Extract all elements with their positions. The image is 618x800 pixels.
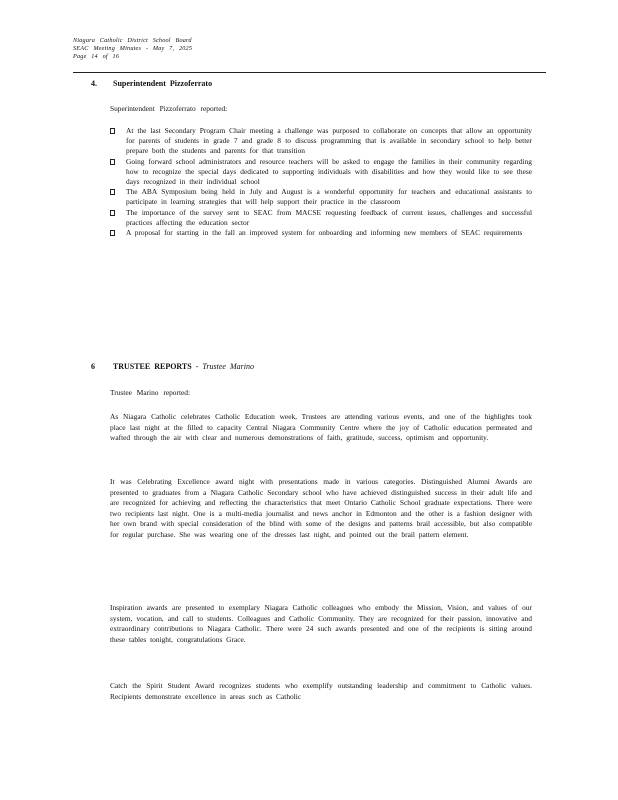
bullet-item [110, 228, 532, 238]
checkbox-bullet-icon [110, 230, 115, 236]
bullet-text: The importance of the survey sent to SEAC from MACSE requesting feedback of current issues, challenges and successful practices affecting the education sector [126, 207, 532, 227]
header-meeting-title: SEAC Meeting Minutes - May 7, 2025 [73, 45, 193, 53]
bullet-item [110, 187, 532, 207]
bullet-text: The ABA Symposium being held in July and August is a wonderful opportunity for teachers and educational assistants to participate in learning strategies that will help support their practice in the classroom [126, 187, 532, 207]
bullet-item [110, 208, 532, 228]
section-4-heading [91, 79, 212, 88]
checkbox-bullet-icon [110, 189, 115, 195]
report-paragraph: Catch the Spirit Student Award recognizes students who exemplify outstanding leadership and commitment to Catholic values. Recipients demonstrate excellence in areas such as Catholic [110, 681, 532, 701]
checkbox-bullet-icon [110, 159, 115, 165]
bullet-text: At the last Secondary Program Chair meeting a challenge was purposed to collaborate on concepts that allow an opportunity for parents of students in grade 7 and grade 8 to discuss programming that is available in secondary school to help better prepare both the students and parents for that transition [126, 126, 532, 156]
section-4-number: 4. [91, 79, 97, 88]
report-paragraph: It was Celebrating Excellence award night with presentations made in various categories. Distinguished Alumni Awards are presented to graduates from a Niagara Catholic Secondary school who have achieved distinguished success in their adult life and are recognized for achieving and reflecting the characteristics that meet Ontario Catholic School graduate expectations. There were two recipients last night. One is a multi-media journalist and news anchor in Edmonton and the other is a fashion designer with her own brand with special consideration of the blind with some of the designs and patterns brail accessible, but also compatible for regular purchase. She was wearing one of the dresses last night, and pointed out the brail pattern element. [110, 477, 532, 539]
section-6-subtitle: - Trustee Marino [195, 362, 254, 371]
section-4-bullet-list [110, 126, 532, 238]
bullet-text: A proposal for starting in the fall an improved system for onboarding and informing new members of SEAC requirements [126, 228, 523, 238]
section-4-intro: Superintendent Pizzoferrato reported: [110, 104, 228, 113]
section-4-title: Superintendent Pizzoferrato [113, 79, 213, 88]
checkbox-bullet-icon [110, 128, 115, 134]
bullet-text: Going forward school administrators and resource teachers will be asked to engage the families in their community regarding how to recognize the special days dedicated to supporting individuals with disabilities and how they would like to see these days recognized in their individual school [126, 156, 532, 187]
section-6-heading [91, 362, 254, 371]
header-board-name: Niagara Catholic District School Board [73, 37, 192, 44]
section-6-intro: Trustee Marino reported: [110, 388, 191, 397]
page-header [73, 37, 192, 62]
header-page-number: Page 14 of 16 [73, 53, 120, 61]
bullet-item [110, 126, 532, 157]
bullet-item [110, 157, 532, 188]
report-paragraph: As Niagara Catholic celebrates Catholic Education week, Trustees are attending various events, and one of the highlights took place last night at the filled to capacity Central Niagara Community Centre where the joy of Catholic education permeated and wafted through the air with clear and numerous demonstrations of faith, gratitude, success, optimism and opportunity. [110, 412, 532, 443]
section-6-number: 6 [91, 362, 95, 371]
report-paragraph: Inspiration awards are presented to exemplary Niagara Catholic colleagues who embody the Mission, Vision, and values of our system, vocation, and call to students. Colleagues and Catholic Community. They are recognized for their passion, innovative and extraordinary contributions to Niagara Catholic. There were 24 such awards presented and one of the recipients is sitting around these tables tonight, congratulations Grace. [110, 603, 532, 644]
section-6-title: TRUSTEE REPORTS [112, 362, 192, 371]
checkbox-bullet-icon [110, 210, 115, 216]
header-divider [73, 72, 546, 73]
